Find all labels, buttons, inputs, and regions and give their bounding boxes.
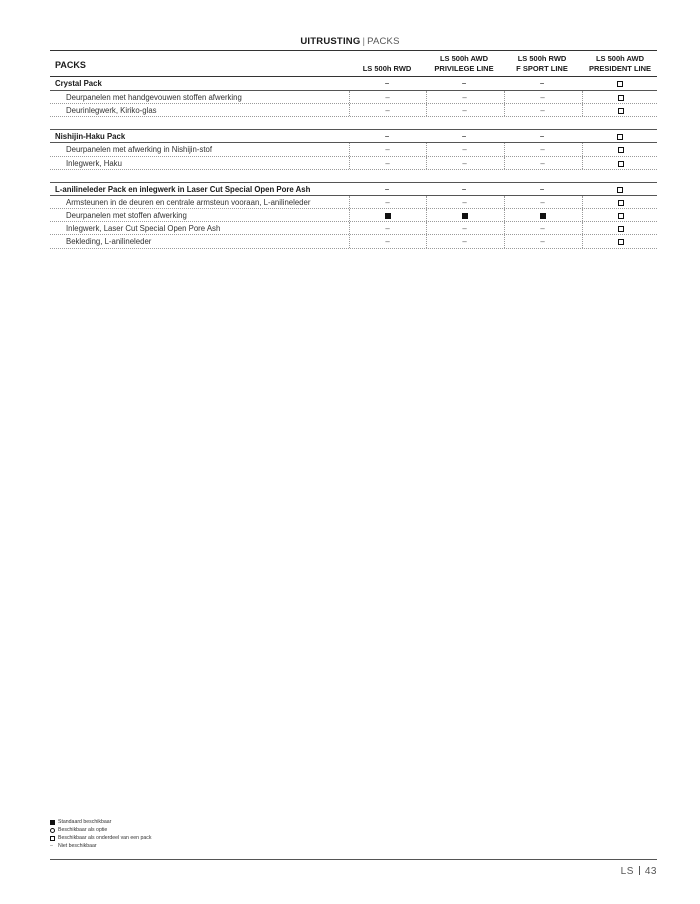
cell-col-2 — [504, 143, 580, 155]
standard-icon — [462, 213, 468, 219]
row-label: Deurpanelen met handgevouwen stoffen afwerking — [66, 93, 242, 102]
pack-option-icon — [617, 134, 623, 140]
row-label: Deurpanelen met afwerking in Nishijin-stof — [66, 145, 213, 155]
cell-col-2 — [504, 209, 580, 221]
cell-col-1 — [426, 235, 502, 247]
cell-col-3 — [582, 183, 658, 195]
table-row — [50, 157, 657, 170]
equipment-table — [50, 50, 657, 249]
table-header — [50, 50, 657, 77]
cell-col-3 — [582, 235, 658, 247]
table-body — [50, 77, 657, 249]
not-available-icon — [385, 224, 389, 233]
legend-mark — [50, 828, 58, 833]
cell-col-2 — [504, 91, 580, 103]
not-available-icon — [385, 185, 389, 194]
column-header-line1 — [347, 54, 427, 64]
cell-col-2 — [504, 130, 580, 142]
pack-option-icon — [50, 836, 55, 841]
column-header-line1: LS 500h RWD — [517, 54, 567, 63]
not-available-icon — [385, 145, 389, 154]
not-available-icon — [540, 132, 544, 141]
cell-col-3 — [582, 196, 658, 208]
legend — [50, 818, 151, 850]
not-available-icon — [462, 159, 466, 168]
cell-col-2 — [504, 235, 580, 247]
cell-col-3 — [582, 157, 658, 169]
cell-col-1 — [426, 157, 502, 169]
table-row — [50, 196, 657, 209]
pack-option-icon — [618, 213, 624, 219]
column-header-ls500h-rwd — [347, 54, 427, 74]
cell-col-1 — [426, 77, 502, 90]
cell-col-3 — [582, 209, 658, 221]
not-available-icon — [462, 145, 466, 154]
cell-col-1 — [426, 222, 502, 234]
cell-col-1 — [426, 91, 502, 103]
legend-text: Beschikbaar als onderdeel van een pack — [58, 835, 152, 841]
standard-icon — [540, 213, 546, 219]
footer-page-number: 43 — [644, 866, 657, 877]
not-available-icon — [540, 79, 544, 88]
cell-col-1 — [426, 104, 502, 116]
column-header-ls500h-awd-president — [580, 54, 660, 74]
legend-text: Niet beschikbaar — [58, 843, 97, 849]
column-header-line2: PRESIDENT LINE — [588, 64, 652, 73]
cell-col-0 — [349, 183, 425, 195]
cell-col-2 — [504, 222, 580, 234]
not-available-icon — [540, 93, 544, 102]
header-subtitle: PACKS — [367, 36, 400, 47]
cell-col-1 — [426, 196, 502, 208]
not-available-icon — [540, 185, 544, 194]
cell-col-2 — [504, 196, 580, 208]
not-available-icon — [462, 132, 466, 141]
column-header-ls500h-awd-privilege — [424, 54, 504, 74]
row-label: Inlegwerk, Haku — [66, 158, 122, 168]
table-row — [50, 91, 657, 104]
cell-col-0 — [349, 91, 425, 103]
not-available-icon — [462, 224, 466, 233]
cell-col-0 — [349, 196, 425, 208]
legend-mark — [50, 820, 58, 825]
cell-col-3 — [582, 91, 658, 103]
cell-col-0 — [349, 209, 425, 221]
cell-col-1 — [426, 183, 502, 195]
not-available-icon — [385, 79, 389, 88]
table-row — [50, 104, 657, 117]
not-available-icon — [540, 159, 544, 168]
row-label: Deurpanelen met stoffen afwerking — [66, 210, 187, 220]
column-header-ls500h-rwd-fsport — [502, 54, 582, 74]
section-title: L-anilineleder Pack en inlegwerk in Laser Cut Special Open Pore Ash — [55, 184, 311, 194]
not-available-icon — [462, 237, 466, 246]
not-available-icon — [540, 224, 544, 233]
column-header-line2: F SPORT LINE — [516, 64, 568, 73]
cell-col-3 — [582, 222, 658, 234]
section-row — [50, 182, 657, 196]
legend-text: Standaard beschikbaar — [58, 819, 112, 825]
pack-option-icon — [618, 239, 624, 245]
cell-col-1 — [426, 143, 502, 155]
not-available-icon — [540, 198, 544, 207]
not-available-icon — [462, 198, 466, 207]
cell-col-0 — [349, 130, 425, 142]
row-label: Deurinlegwerk, Kiriko-glas — [66, 106, 157, 116]
header-separator: | — [362, 36, 366, 47]
footer-divider — [50, 859, 657, 860]
table-row — [50, 222, 657, 235]
not-available-icon — [385, 198, 389, 207]
column-header-line2: PRIVILEGE LINE — [434, 64, 494, 73]
table-row — [50, 235, 657, 248]
standard-icon — [50, 820, 55, 825]
legend-item — [50, 818, 151, 826]
page-number — [621, 866, 657, 877]
not-available-icon — [462, 79, 466, 88]
not-available-icon — [385, 93, 389, 102]
not-available-icon — [540, 145, 544, 154]
not-available-icon — [540, 237, 544, 246]
legend-item — [50, 834, 151, 842]
pack-option-icon — [618, 200, 624, 206]
legend-item — [50, 842, 151, 850]
not-available-icon — [385, 237, 389, 246]
cell-col-0 — [349, 235, 425, 247]
standard-icon — [385, 213, 391, 219]
column-header-line1: LS 500h AWD — [595, 54, 645, 63]
pack-option-icon — [618, 226, 624, 232]
table-row — [50, 209, 657, 222]
pack-option-icon — [617, 81, 623, 87]
cell-col-3 — [582, 77, 658, 90]
cell-col-2 — [504, 77, 580, 90]
cell-col-3 — [582, 104, 658, 116]
legend-text: Beschikbaar als optie — [58, 827, 108, 833]
not-available-icon — [385, 106, 389, 115]
pack-option-icon — [618, 147, 624, 153]
pack-option-icon — [618, 108, 624, 114]
not-available-icon — [50, 842, 53, 850]
row-label: Bekleding, L-anilineleder — [66, 237, 152, 247]
legend-item — [50, 826, 151, 834]
cell-col-2 — [504, 183, 580, 195]
cell-col-0 — [349, 104, 425, 116]
cell-col-1 — [426, 209, 502, 221]
cell-col-3 — [582, 143, 658, 155]
table-row — [50, 143, 657, 156]
cell-col-0 — [349, 77, 425, 90]
cell-col-2 — [504, 157, 580, 169]
cell-col-3 — [582, 130, 658, 142]
section-gap — [50, 117, 657, 129]
column-header-line1: LS 500h AWD — [439, 54, 489, 63]
cell-col-0 — [349, 143, 425, 155]
footer-brand: LS — [620, 866, 634, 877]
legend-mark — [50, 842, 58, 850]
section-row — [50, 77, 657, 91]
row-label: Inlegwerk, Laser Cut Special Open Pore Ash — [66, 224, 221, 234]
cell-col-2 — [504, 104, 580, 116]
section-title: Nishijin-Haku Pack — [55, 132, 126, 142]
page-header — [0, 36, 700, 47]
footer-separator — [639, 866, 640, 875]
cell-col-0 — [349, 222, 425, 234]
pack-option-icon — [618, 161, 624, 167]
not-available-icon — [385, 159, 389, 168]
not-available-icon — [540, 106, 544, 115]
section-gap — [50, 170, 657, 182]
row-label: Armsteunen in de deuren en centrale armsteun vooraan, L-anilineleder — [66, 197, 311, 207]
header-title: UITRUSTING — [300, 36, 361, 47]
option-icon — [50, 828, 55, 833]
legend-mark — [50, 836, 58, 841]
pack-option-icon — [618, 95, 624, 101]
packs-column-header: PACKS — [55, 60, 86, 70]
not-available-icon — [462, 106, 466, 115]
cell-col-0 — [349, 157, 425, 169]
column-header-line2: LS 500h RWD — [362, 64, 412, 73]
not-available-icon — [462, 93, 466, 102]
cell-col-1 — [426, 130, 502, 142]
not-available-icon — [462, 185, 466, 194]
pack-option-icon — [617, 187, 623, 193]
section-row — [50, 129, 657, 143]
section-title: Crystal Pack — [55, 79, 102, 88]
not-available-icon — [385, 132, 389, 141]
